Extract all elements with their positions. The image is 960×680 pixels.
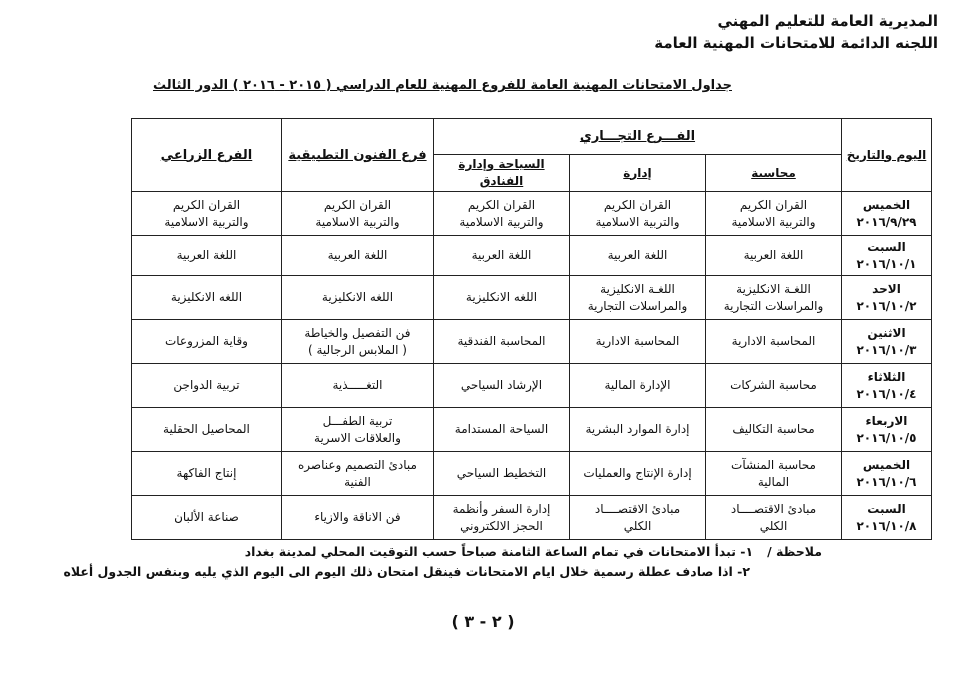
subject-line: إدارة الموارد البشرية bbox=[585, 422, 690, 436]
subject-line: ( الملابس الرجالية ) bbox=[308, 342, 407, 357]
subject-line: فن الاناقة والازياء bbox=[314, 510, 401, 524]
subject-line: الفنية bbox=[344, 474, 371, 489]
exam-date: ٢٠١٦/١٠/٥ bbox=[856, 430, 917, 445]
accounting-subject bbox=[706, 320, 842, 364]
agricultural-subject bbox=[131, 192, 281, 236]
tourism-subject bbox=[433, 496, 569, 540]
subject-line: المحاسبة الادارية bbox=[731, 334, 816, 348]
subject-line: المحاسبة الفندقية bbox=[457, 334, 546, 348]
subject-line: الحجز الالكتروني bbox=[460, 518, 543, 533]
header-agricultural-branch: الفرع الزراعي bbox=[131, 119, 281, 192]
subject-line: القران الكريم bbox=[323, 197, 392, 212]
applied-arts-subject bbox=[281, 408, 433, 452]
day-date-cell bbox=[842, 408, 932, 452]
header-applied-arts-branch: فرع الفنون التطبيقية bbox=[281, 119, 433, 192]
agricultural-subject bbox=[131, 276, 281, 320]
subject-line: مبادئ التصميم وعناصره bbox=[297, 457, 417, 472]
subject-line: والتربية الاسلامية bbox=[315, 214, 400, 229]
notes-section bbox=[63, 542, 822, 582]
exam-schedule-table bbox=[131, 118, 932, 540]
day-date-cell bbox=[842, 276, 932, 320]
subject-line: المالية bbox=[757, 474, 790, 489]
subject-line: اللغـة الانكليزية bbox=[600, 281, 675, 296]
note-text: ٢- اذا صادف عطلة رسمية خلال ايام الامتحانات فينقل امتحان ذلك اليوم الى اليوم الذي يليه وبنفس الجدول أعلاه bbox=[63, 564, 750, 579]
management-subject bbox=[570, 452, 706, 496]
subject-line: السياحة المستدامة bbox=[454, 422, 549, 436]
exam-date: ٢٠١٦/١٠/٤ bbox=[856, 386, 917, 401]
accounting-subject bbox=[706, 496, 842, 540]
subject-line: وقاية المزروعات bbox=[164, 334, 248, 348]
agricultural-subject bbox=[131, 496, 281, 540]
note-line bbox=[63, 562, 822, 582]
subject-line: اللغـة الانكليزية bbox=[736, 281, 811, 296]
committee-name: اللجنه الدائمة للامتحانات المهنية العامة bbox=[654, 34, 938, 52]
table-row bbox=[131, 452, 931, 496]
accounting-subject bbox=[706, 364, 842, 408]
exam-date: ٢٠١٦/١٠/٣ bbox=[856, 342, 917, 357]
subject-line: المحاسبة الادارية bbox=[595, 334, 680, 348]
subject-line: التغـــــذية bbox=[332, 378, 383, 392]
subject-line: والتربية الاسلامية bbox=[595, 214, 680, 229]
day-name: الخميس bbox=[862, 457, 911, 472]
subject-line: والمراسلات التجارية bbox=[723, 298, 824, 313]
header-accounting: محاسبة bbox=[706, 155, 842, 192]
applied-arts-subject bbox=[281, 276, 433, 320]
subject-line: مبادئ الاقتصــــاد bbox=[594, 501, 681, 516]
subject-line: اللغة العربية bbox=[471, 248, 532, 262]
subject-line: الإرشاد السياحي bbox=[460, 378, 543, 392]
day-name: الثلاثاء bbox=[867, 369, 906, 384]
header-day-date: اليوم والتاريخ bbox=[842, 119, 932, 192]
subject-line: مبادئ الاقتصــــاد bbox=[730, 501, 817, 516]
subject-line: صناعة الألبان bbox=[174, 510, 239, 524]
day-name: السبت bbox=[867, 239, 906, 254]
agricultural-subject bbox=[131, 364, 281, 408]
subject-line: القران الكريم bbox=[603, 197, 672, 212]
subject-line: والعلاقات الاسرية bbox=[314, 430, 401, 445]
applied-arts-subject bbox=[281, 496, 433, 540]
day-name: الاحد bbox=[872, 281, 901, 296]
subject-line: إنتاج الفاكهة bbox=[176, 466, 237, 480]
subject-line: اللغه الانكليزية bbox=[321, 290, 394, 304]
applied-arts-subject bbox=[281, 320, 433, 364]
agricultural-subject bbox=[131, 320, 281, 364]
tourism-subject bbox=[433, 364, 569, 408]
tourism-subject bbox=[433, 236, 569, 276]
subject-line: والتربية الاسلامية bbox=[731, 214, 816, 229]
subject-line: الإدارة المالية bbox=[604, 378, 671, 392]
tourism-subject bbox=[433, 408, 569, 452]
subject-line: محاسبة المنشآت bbox=[731, 457, 816, 472]
table-row bbox=[131, 320, 931, 364]
day-name: الخميس bbox=[862, 197, 911, 212]
subject-line: اللغة العربية bbox=[743, 248, 804, 262]
management-subject bbox=[570, 236, 706, 276]
management-subject bbox=[570, 496, 706, 540]
subject-line: تربية الطفـــل bbox=[322, 413, 393, 428]
subject-line: المحاصيل الحقلية bbox=[163, 422, 250, 436]
day-name: الاثنين bbox=[867, 325, 906, 340]
day-date-cell bbox=[842, 236, 932, 276]
issuing-authority bbox=[654, 10, 938, 54]
subject-line: التخطيط السياحي bbox=[456, 466, 547, 480]
subject-line: القران الكريم bbox=[172, 197, 241, 212]
table-row bbox=[131, 192, 931, 236]
subject-line: فن التفصيل والخياطة bbox=[304, 325, 411, 340]
header-commercial-branch: الفـــرع التجـــاري bbox=[433, 119, 841, 155]
table-row bbox=[131, 496, 931, 540]
subject-line: القران الكريم bbox=[739, 197, 808, 212]
agricultural-subject bbox=[131, 452, 281, 496]
applied-arts-subject bbox=[281, 192, 433, 236]
subject-line: محاسبة الشركات bbox=[730, 378, 817, 392]
subject-line: والتربية الاسلامية bbox=[164, 214, 249, 229]
subject-line: الكلي bbox=[759, 518, 788, 533]
table-row bbox=[131, 408, 931, 452]
table-header-row bbox=[131, 119, 931, 155]
accounting-subject bbox=[706, 192, 842, 236]
page-number: ( ٢ - ٣ ) bbox=[451, 612, 515, 631]
subject-line: محاسبة التكاليف bbox=[732, 422, 815, 436]
applied-arts-subject bbox=[281, 364, 433, 408]
table-row bbox=[131, 364, 931, 408]
subject-line: والتربية الاسلامية bbox=[459, 214, 544, 229]
day-date-cell bbox=[842, 496, 932, 540]
agricultural-subject bbox=[131, 408, 281, 452]
subject-line: إدارة الإنتاج والعمليات bbox=[583, 466, 692, 480]
directorate-name: المديرية العامة للتعليم المهني bbox=[717, 12, 938, 30]
subject-line: إدارة السفر وأنظمة bbox=[452, 501, 551, 516]
subject-line: الكلي bbox=[623, 518, 652, 533]
agricultural-subject bbox=[131, 236, 281, 276]
management-subject bbox=[570, 192, 706, 236]
accounting-subject bbox=[706, 452, 842, 496]
header-management: إدارة bbox=[570, 155, 706, 192]
accounting-subject bbox=[706, 276, 842, 320]
day-date-cell bbox=[842, 364, 932, 408]
tourism-subject bbox=[433, 192, 569, 236]
day-date-cell bbox=[842, 320, 932, 364]
exam-date: ٢٠١٦/٩/٢٩ bbox=[856, 214, 917, 229]
day-name: الاربعاء bbox=[865, 413, 908, 428]
subject-line: تربية الدواجن bbox=[173, 378, 240, 392]
applied-arts-subject bbox=[281, 452, 433, 496]
tourism-subject bbox=[433, 276, 569, 320]
management-subject bbox=[570, 408, 706, 452]
applied-arts-subject bbox=[281, 236, 433, 276]
management-subject bbox=[570, 320, 706, 364]
management-subject bbox=[570, 276, 706, 320]
management-subject bbox=[570, 364, 706, 408]
day-name: السبت bbox=[867, 501, 906, 516]
header-tourism-hotels: السياحة وإدارة الفنادق bbox=[433, 155, 569, 192]
notes-label: ملاحظة / bbox=[767, 544, 822, 559]
day-date-cell bbox=[842, 452, 932, 496]
exam-date: ٢٠١٦/١٠/٢ bbox=[856, 298, 917, 313]
tourism-subject bbox=[433, 452, 569, 496]
table-row bbox=[131, 236, 931, 276]
note-text: ١- تبدأ الامتحانات في تمام الساعة الثامنة صباحاً حسب التوقيت المحلي لمدينة بغداد bbox=[244, 544, 754, 559]
exam-date: ٢٠١٦/١٠/١ bbox=[856, 256, 917, 271]
subject-line: اللغه الانكليزية bbox=[465, 290, 538, 304]
accounting-subject bbox=[706, 236, 842, 276]
subject-line: القران الكريم bbox=[467, 197, 536, 212]
subject-line: اللغة العربية bbox=[327, 248, 388, 262]
subject-line: اللغة العربية bbox=[176, 248, 237, 262]
accounting-subject bbox=[706, 408, 842, 452]
subject-line: والمراسلات التجارية bbox=[587, 298, 688, 313]
exam-date: ٢٠١٦/١٠/٦ bbox=[856, 474, 917, 489]
subject-line: اللغه الانكليزية bbox=[170, 290, 243, 304]
document-title: جداول الامتحانات المهنية العامة للفروع المهنية للعام الدراسي ( ٢٠١٥ - ٢٠١٦ ) الدور الثالث bbox=[152, 78, 732, 93]
note-line bbox=[63, 542, 822, 562]
day-date-cell bbox=[842, 192, 932, 236]
tourism-subject bbox=[433, 320, 569, 364]
exam-date: ٢٠١٦/١٠/٨ bbox=[856, 518, 917, 533]
table-row bbox=[131, 276, 931, 320]
subject-line: اللغة العربية bbox=[607, 248, 668, 262]
